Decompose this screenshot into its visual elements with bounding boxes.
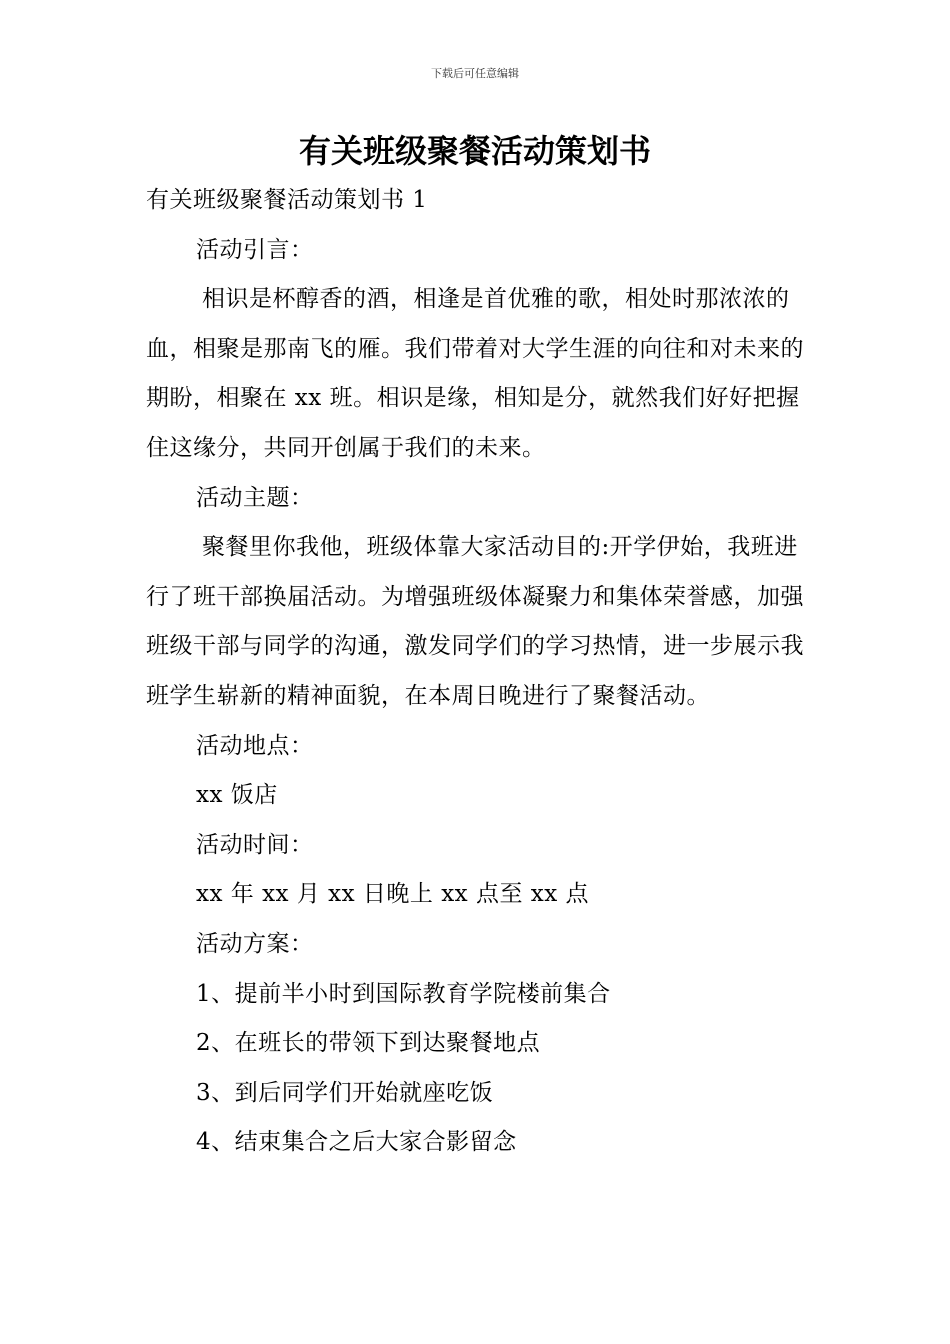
plan-item: 3、到后同学们开始就座吃饭: [196, 1079, 494, 1106]
document-title: 有关班级聚餐活动策划书: [298, 132, 651, 170]
plan-heading: 活动方案：: [196, 930, 314, 957]
intro-heading: 活动引言：: [196, 236, 314, 263]
plan-item: 1、提前半小时到国际教育学院楼前集合: [196, 980, 611, 1007]
location-value: xx 饭店: [196, 782, 278, 809]
time-heading: 活动时间：: [196, 831, 314, 858]
intro-paragraph: 相识是杯醇香的酒，相逢是首优雅的歌，相处时那浓浓的血，相聚是那南飞的雁。我们带着对大学生涯的向往和对未来的期盼，相聚在 xx 班。相识是缘，相知是分，就然我们好好把握住这缘分，共同开创属于我们的未来。: [146, 286, 804, 461]
time-value: xx 年 xx 月 xx 日晚上 xx 点至 xx 点: [196, 881, 590, 908]
document-body: [146, 176, 806, 1168]
plan-item: 4、结束集合之后大家合影留念: [196, 1129, 517, 1156]
plan-item: 2、在班长的带领下到达聚餐地点: [196, 1030, 541, 1057]
location-heading: 活动地点：: [196, 732, 314, 759]
header-note: 下载后可任意编辑: [431, 67, 519, 80]
document-subtitle: 有关班级聚餐活动策划书 1: [146, 187, 428, 213]
theme-paragraph: 聚餐里你我他，班级体靠大家活动目的:开学伊始，我班进行了班干部换届活动。为增强班级体凝聚力和集体荣誉感，加强班级干部与同学的沟通，激发同学们的学习热情，进一步展示我班学生崭新的精神面貌，在本周日晚进行了聚餐活动。: [146, 534, 804, 709]
theme-heading: 活动主题：: [196, 484, 314, 511]
